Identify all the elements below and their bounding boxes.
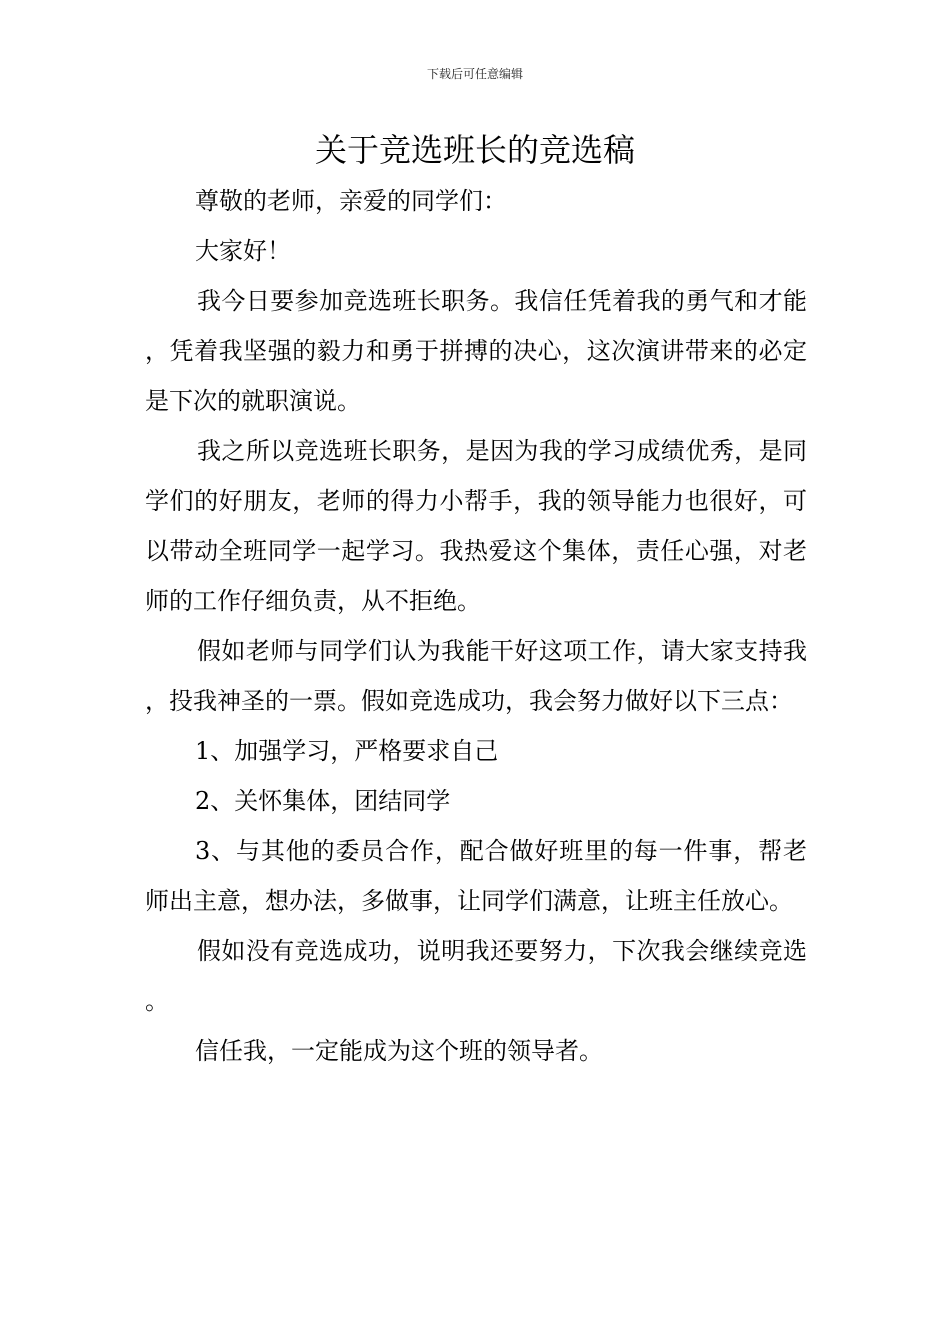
list-item-2: 2、关怀集体，团结同学 [195, 787, 451, 815]
paragraph-reasons: 我之所以竞选班长职务，是因为我的学习成绩优秀，是同学们的好朋友，老师的得力小帮手，我的领导能力也很好，可以带动全班同学一起学习。我热爱这个集体，责任心强，对老师的工作仔细负责，从不拒绝。 [145, 437, 807, 615]
greeting: 大家好！ [195, 237, 291, 265]
closing-line: 信任我，一定能成为这个班的领导者。 [195, 1037, 603, 1065]
document-title: 关于竞选班长的竞选稿 [314, 131, 635, 169]
paragraph-request-support: 假如老师与同学们认为我能干好这项工作，请大家支持我，投我神圣的一票。假如竞选成功，我会努力做好以下三点： [145, 637, 807, 715]
list-item-1: 1、加强学习，严格要求自己 [195, 737, 499, 765]
paragraph-if-not-elected: 假如没有竞选成功，说明我还要努力，下次我会继续竞选。 [145, 937, 807, 1015]
page-header-note: 下载后可任意编辑 [426, 67, 523, 81]
list-item-3: 3、与其他的委员合作，配合做好班里的每一件事，帮老师出主意，想办法，多做事，让同学们满意，让班主任放心。 [145, 837, 807, 915]
salutation: 尊敬的老师，亲爱的同学们： [195, 187, 507, 215]
paragraph-intent: 我今日要参加竞选班长职务。我信任凭着我的勇气和才能，凭着我坚强的毅力和勇于拼搏的决心，这次演讲带来的必定是下次的就职演说。 [145, 287, 807, 415]
document-body [145, 176, 807, 1076]
